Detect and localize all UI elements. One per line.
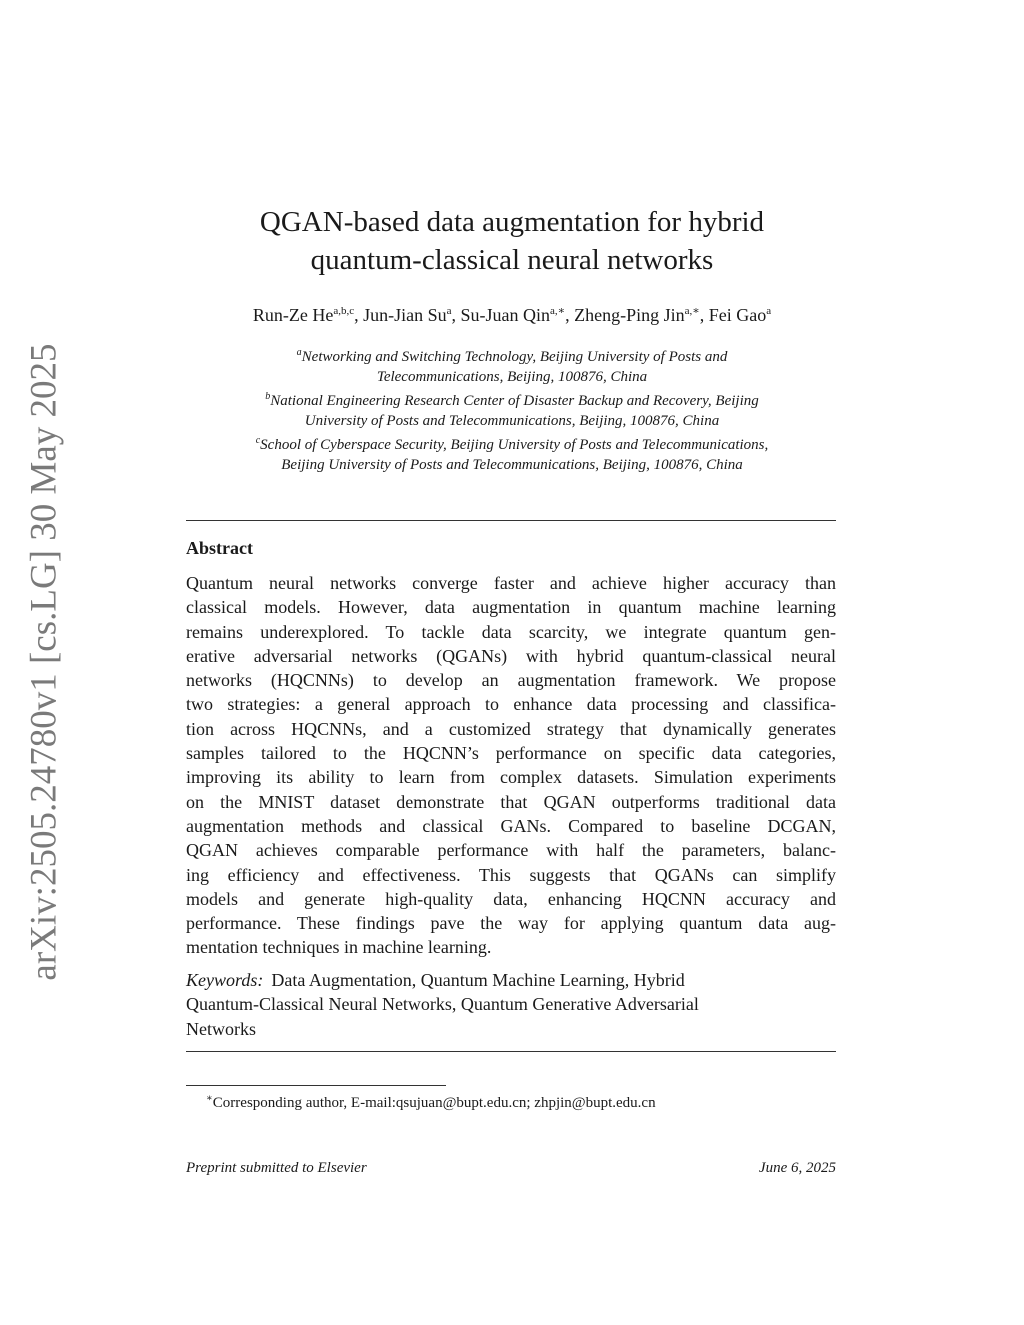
keywords-line-3: Networks [186,1018,256,1039]
abstract-line: models and generate high-quality data, enhancing HQCNN accuracy and [186,888,836,909]
keywords-line-1: Keywords: Data Augmentation, Quantum Machine Learning, Hybrid [186,970,685,990]
author: Fei Gao$^a$ [708,305,772,325]
abstract-line: samples tailored to the HQCNN’s performance on specific data categories, [186,743,836,764]
affiliation-c-line-1: $^c$School of Cyberspace Security, Beijing University of Posts and Telecommunications, [255,435,769,453]
top-divider [186,520,836,521]
affiliations [0,343,1024,475]
preprint-note: Preprint submitted to Elsevier [186,1160,367,1176]
affiliation-a-line-1: $^a$Networking and Switching Technology, Beijing University of Posts and [296,347,728,365]
abstract-line: ing efficiency and effectiveness. This suggests that QGANs can simplify [186,864,836,885]
author-list [0,304,1024,326]
affiliation-b-line-2: University of Posts and Telecommunications, Beijing, 100876, China [304,413,720,429]
abstract-line: augmentation methods and classical GANs. Compared to baseline DCGAN, [186,815,836,836]
author: Zheng-Ping Jin$^{a,∗}$, [574,305,709,325]
abstract-line: mentation techniques in machine learning. [186,937,492,958]
affiliation-c-line-2: Beijing University of Posts and Telecommunications, Beijing, 100876, China [281,457,743,473]
abstract-line: remains underexplored. To tackle data scarcity, we integrate quantum gen- [186,621,836,642]
keywords [186,968,836,1041]
keywords-label: Keywords: [186,970,264,990]
author: Su-Juan Qin$^{a,∗}$, [460,305,575,325]
abstract-line: tion across HQCNNs, and a customized strategy that dynamically generates [186,718,836,739]
preprint-date: June 6, 2025 [758,1160,836,1176]
keywords-line-2: Quantum-Classical Neural Networks, Quantum Generative Adversarial [186,994,699,1015]
arxiv-identifier: arXiv:2505.24780v1 [cs.LG] 30 May 2025 [23,343,65,981]
abstract-line: on the MNIST dataset demonstrate that QGAN outperforms traditional data [186,791,836,812]
affiliation-b-line-1: $^b$National Engineering Research Center of Disaster Backup and Recovery, Beijing [265,391,759,409]
abstract-heading: Abstract [186,538,253,558]
affiliation-a-line-2: Telecommunications, Beijing, 100876, China [376,369,648,385]
abstract-line: erative adversarial networks (QGANs) with hybrid quantum-classical neural [186,645,836,666]
corresponding-author-footnote: ∗Corresponding author, E-mail:qsujuan@bupt.edu.cn; zhpjin@bupt.edu.cn [206,1093,656,1111]
abstract-line: QGAN achieves comparable performance with half the parameters, balanc- [186,840,836,861]
abstract-line: classical models. However, data augmentation in quantum machine learning [186,597,836,618]
footnote-rule [186,1085,446,1086]
abstract-line: two strategies: a general approach to enhance data processing and classifica- [186,694,836,715]
abstract-line: improving its ability to learn from complex datasets. Simulation experiments [186,767,836,788]
paper-title [0,203,1024,279]
abstract-line: Quantum neural networks converge faster and achieve higher accuracy than [186,573,836,593]
abstract-line: networks (HQCNNs) to develop an augmentation framework. We propose [186,670,836,691]
abstract-line: performance. These findings pave the way for applying quantum data aug- [186,913,836,934]
abstract-body [186,571,836,960]
title-line-1: QGAN-based data augmentation for hybrid [259,206,765,238]
bottom-divider [186,1051,836,1052]
title-line-2: quantum-classical neural networks [310,244,714,276]
author: Run-Ze He$^{a,b,c}$, [252,305,364,325]
author: Jun-Jian Su$^a$, [363,305,461,325]
